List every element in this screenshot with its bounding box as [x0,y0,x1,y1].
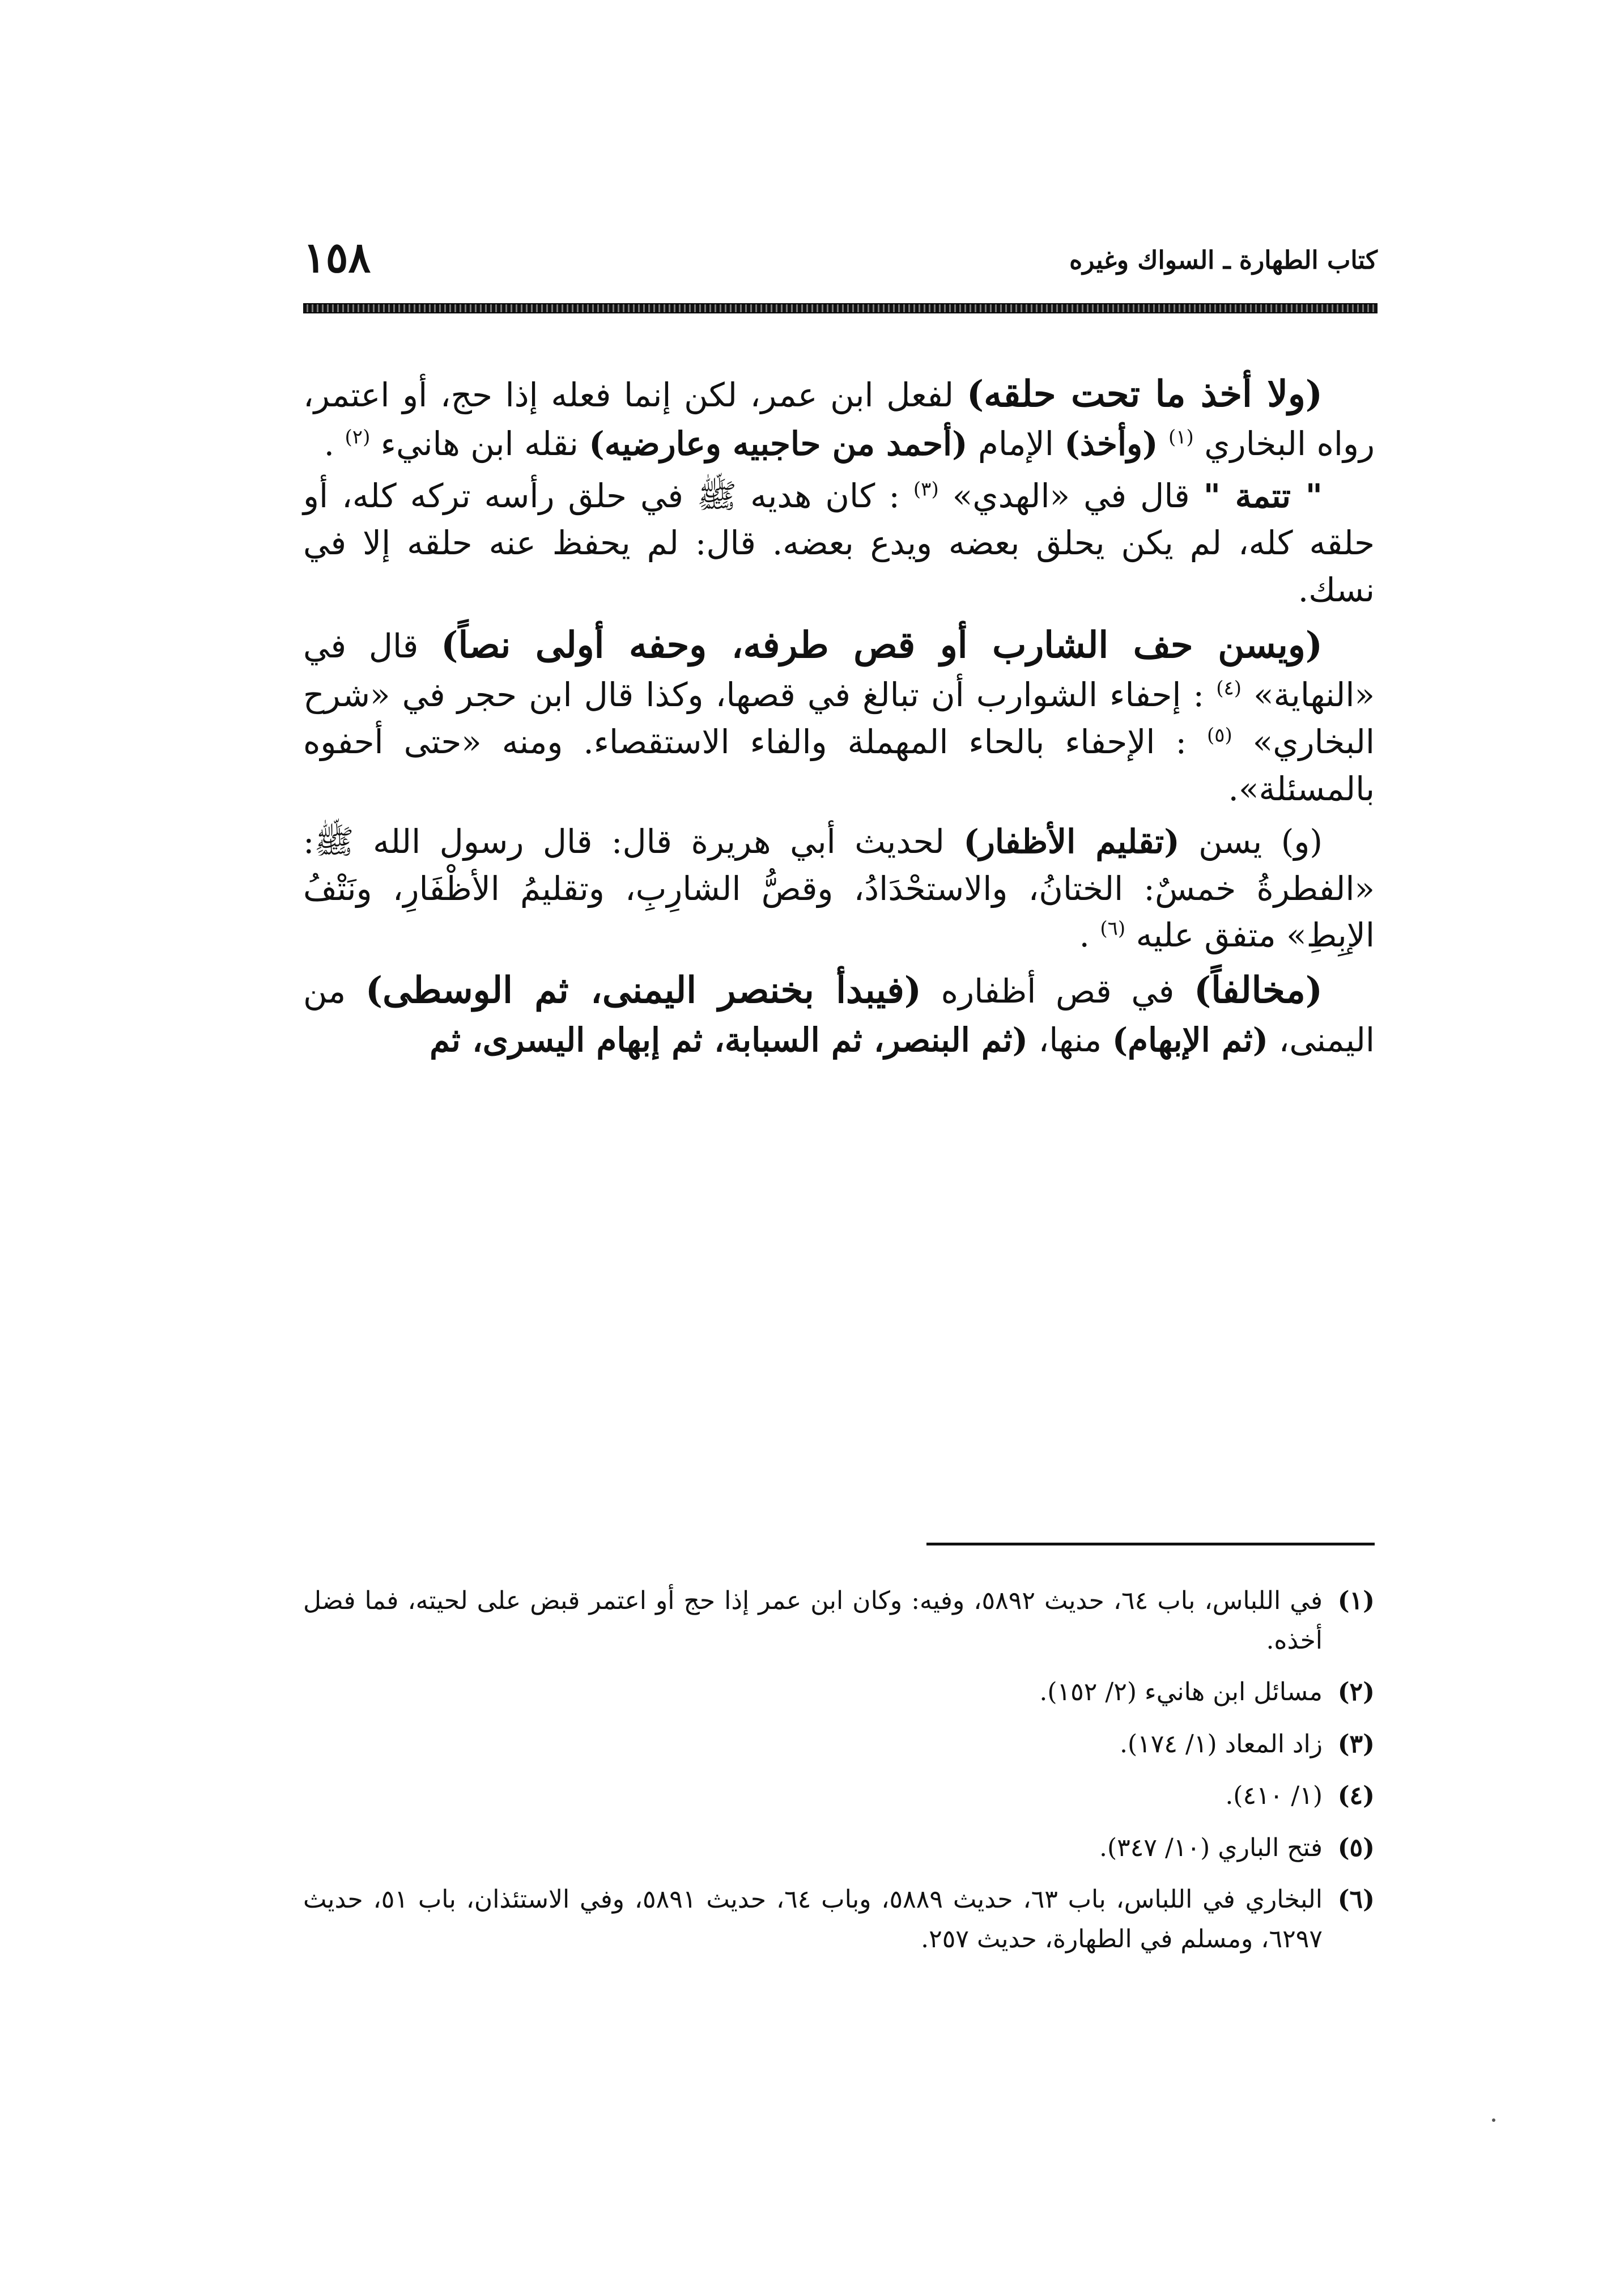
footnote-item [303,1725,1375,1764]
footnote-number: (٦) [1337,1885,1375,1914]
footnote-number: (٢) [1337,1678,1375,1707]
paragraph-1 [303,368,1375,467]
footnote-divider [926,1543,1375,1545]
paragraph-text: في قص أظفاره [921,972,1175,1011]
main-text [303,368,1375,1069]
footnote-number: (٤) [1337,1781,1375,1811]
footnote-number: (١) [1337,1586,1375,1615]
footnote-number: (٣) [1337,1729,1375,1759]
header-divider [303,303,1378,313]
bold-phrase: (تقليم الأظفار) [963,822,1180,861]
footnotes [303,1581,1375,1971]
footnote-text: البخاري في اللباس، باب ٦٣، حديث ٥٨٨٩، وباب ٦٤، حديث ٥٨٩١، وفي الاستئذان، باب ٥١، حديث ٦٢٩٧، ومسلم في الطهارة، حديث ٢٥٧. [303,1885,1323,1954]
paragraph-text: قال في «الهدي» [952,477,1190,516]
paragraph-2 [303,473,1375,614]
bold-phrase: (وأخذ) [1064,424,1158,463]
bold-phrase: " تتمة " [1203,477,1323,516]
footnote-text: مسائل ابن هانيء (٢/ ١٥٢). [1039,1678,1323,1707]
bold-phrase: (مخالفاً) [1194,969,1323,1012]
paragraph-3 [303,619,1375,812]
footnote-item [303,1672,1375,1712]
footnote-item [303,1581,1375,1660]
footnote-ref: (٣) [913,478,939,502]
paragraph-text: منها، [1028,1020,1102,1059]
running-header [303,233,1378,299]
bold-phrase: (ولا أخذ ما تحت حلقه) [966,373,1323,415]
paragraph-text: من اليمنى، [303,972,1375,1059]
bold-phrase: (ويسن حف الشارب أو قص طرفه، وحفه أولى نصاً) [441,624,1323,667]
bold-phrase: (ثم الإبهام) [1112,1020,1269,1059]
footnote-item [303,1880,1375,1959]
paragraph-text: لفعل ابن عمر، لكن إنما فعله إذا حج، أو اعتمر، رواه البخاري [303,376,1375,463]
paragraph-text: لحديث أبي هريرة قال: قال رسول الله ﷺ: «الفطرةُ خمسٌ: الختانُ، والاستحْدَادُ، وقصُّ الشارِبِ، وتقليمُ الأظْفَارِ، ونَتْفُ الإبِطِ» متفق عليه [303,822,1375,955]
paragraph-text: . [324,424,335,463]
paragraph-text: : كان هديه ﷺ في حلق رأسه تركه كله، أو حلقه كله، لم يكن يحلق بعضه ويدع بعضه. قال: لم يحفظ عنه حلقه إلا في نسك. [303,477,1375,610]
paragraph-text: نقله ابن هانيء [380,424,579,463]
paragraph-text: . [1079,916,1090,955]
paragraph-5 [303,965,1375,1063]
paragraph-text: (و) يسن [1179,822,1323,861]
chapter-title: كتاب الطهارة ـ السواك وغيره [1069,246,1378,275]
bold-phrase: (أحمد من حاجبيه وعارضيه) [589,424,968,463]
footnote-ref: (١) [1168,426,1194,449]
footnote-ref: (٦) [1100,918,1126,941]
page-number: ١٥٨ [303,233,371,282]
footnote-ref: (٢) [345,426,371,449]
paragraph-4 [303,818,1375,959]
footnote-text: في اللباس، باب ٦٤، حديث ٥٨٩٢، وفيه: وكان ابن عمر إذا حج أو اعتمر قبض على لحيته، فما فضل أخذه. [303,1586,1323,1655]
bold-phrase: (فيبدأ بخنصر اليمنى، ثم الوسطى) [365,969,922,1012]
paragraph-text: : الإحفاء بالحاء المهملة والفاء الاستقصاء. ومنه «حتى أحفوه بالمسئلة». [303,722,1375,808]
footnote-text: فتح الباري (١٠/ ٣٤٧). [1099,1833,1323,1862]
footnote-number: (٥) [1337,1833,1375,1862]
paragraph-text: قال في «النهاية» [303,627,1375,714]
footnote-text: (١/ ٤١٠). [1225,1781,1323,1811]
paragraph-text: : إحفاء الشوارب أن تبالغ في قصها، وكذا قال ابن حجر في «شرح البخاري» [303,675,1375,761]
bold-phrase: (ثم البنصر، ثم السبابة، ثم إبهام اليسرى، ثم [430,1020,1028,1059]
footnote-item [303,1776,1375,1816]
footnote-ref: (٥) [1206,724,1232,747]
footnote-item [303,1828,1375,1868]
footnote-ref: (٤) [1216,677,1242,700]
footnote-text: زاد المعاد (١/ ١٧٤). [1119,1729,1323,1759]
scan-mark [1492,2118,1495,2122]
paragraph-text: الإمام [967,424,1054,463]
